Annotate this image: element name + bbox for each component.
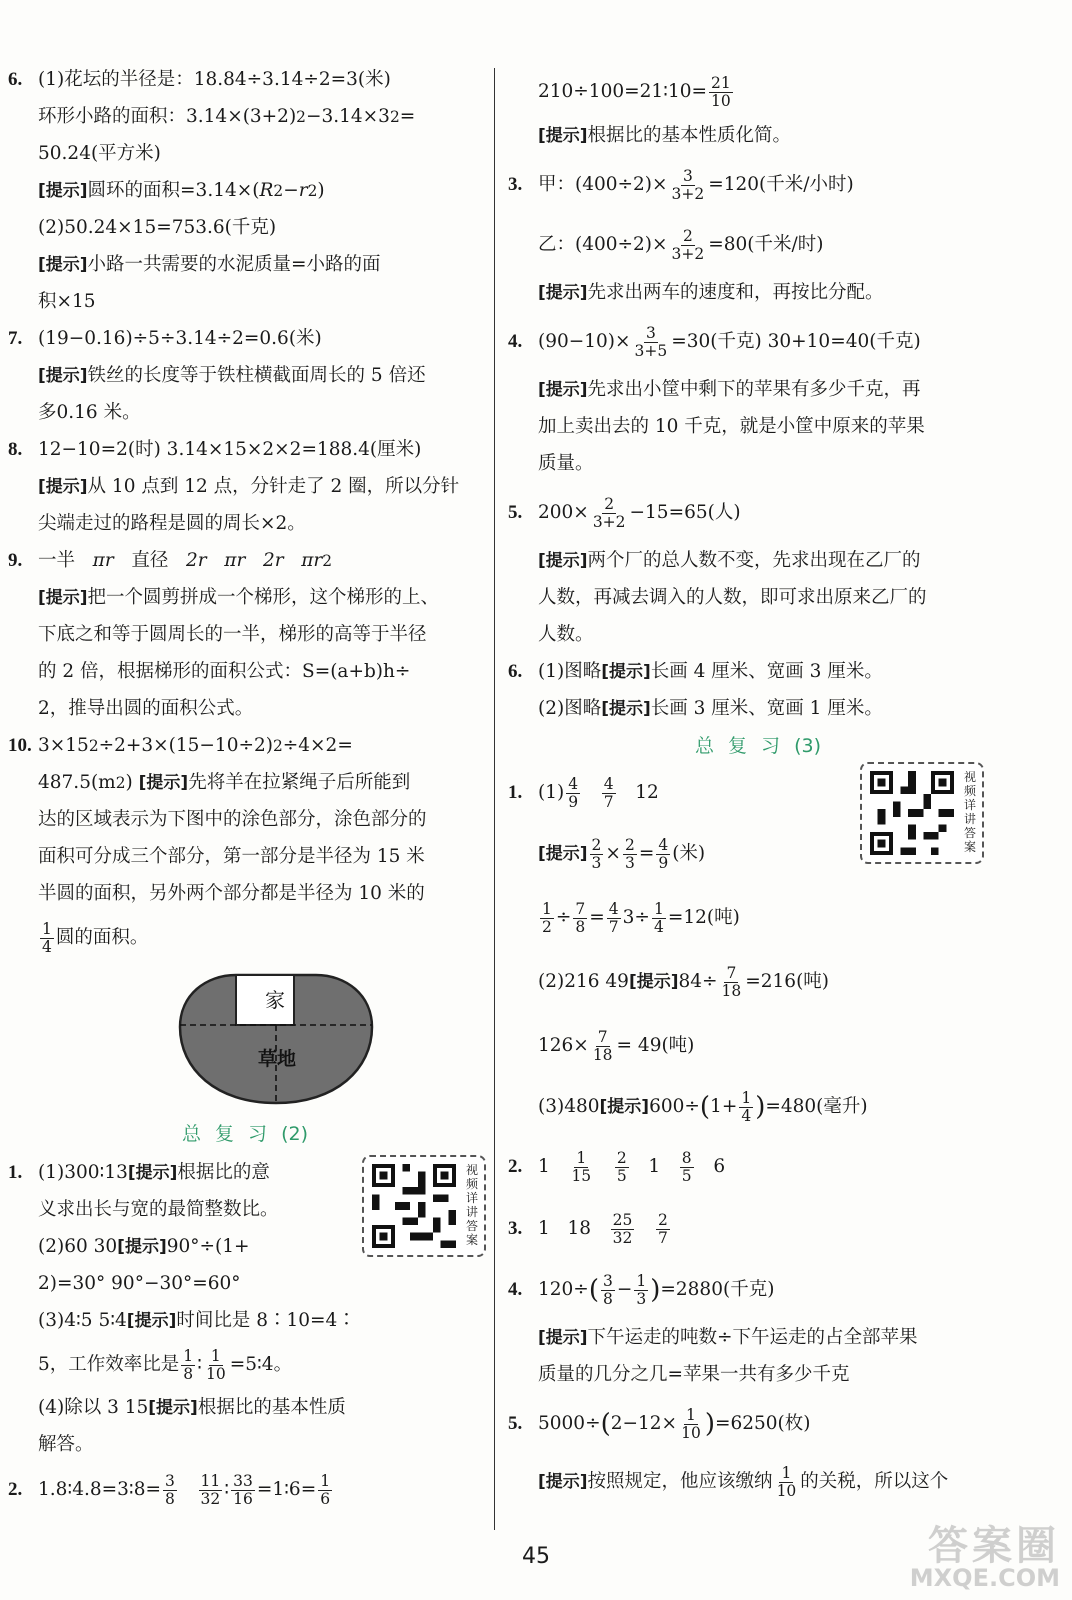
answer-text: −15=65(人) [629, 501, 741, 523]
section-title: 总复习(2) [182, 1123, 308, 1145]
fraction: $\frac{25}{32}$ [612, 1210, 633, 1247]
fraction: $\frac{3}{8}$ [165, 1471, 175, 1508]
fraction: $\frac{4}{7}$ [603, 774, 614, 811]
hint-text: 1+ [710, 1095, 738, 1117]
answer-7 [8, 321, 482, 432]
answer-text: 12−10=2(时) 3.14×15×2×2=188.4(厘米) [38, 439, 422, 461]
exponent: 2 [296, 108, 306, 127]
answer-text: (3)480 [538, 1095, 600, 1117]
question-number: 6. [8, 69, 23, 91]
fraction: $\frac{8}{5}$ [681, 1148, 692, 1185]
fraction: $\frac{3}{3+2}$ [671, 166, 705, 203]
hint-text: 长画 4 厘米、宽画 3 厘米。 [650, 661, 883, 683]
qr-code-icon [868, 771, 956, 855]
hint-text: 600÷ [649, 1095, 700, 1117]
review2-answer-3 [508, 155, 1008, 312]
review3-answer-3 [508, 1198, 1008, 1260]
qr-caption: 视频详讲答案 [963, 770, 976, 854]
hint-tag: [提示] [38, 477, 88, 498]
answer-text: 200× [538, 501, 589, 523]
answer-text: (1) [538, 781, 565, 803]
answer-text: =30(千克) 30+10=40(千克) [671, 330, 921, 352]
question-number: 5. [508, 1412, 523, 1434]
blank-answer: πr [301, 550, 323, 572]
right-column [508, 66, 1008, 1510]
blank-answer: πr [92, 550, 114, 572]
answer-text: (2)50.24×15=753.6(千克) [38, 217, 277, 239]
hint-text: 下底之和等于圆周长的一半，梯形的高等于半径 [38, 624, 427, 646]
answer-text: 1 [648, 1155, 661, 1177]
hint-text: 根据比的基本性质 [197, 1397, 346, 1419]
hint-text: × [605, 842, 621, 864]
fraction: $\frac{1}{8}$ [183, 1346, 194, 1383]
exponent: 2 [307, 182, 318, 201]
question-number: 2. [508, 1155, 523, 1177]
answer-text: ÷2+3×(15−10÷2) [98, 735, 273, 757]
question-number: 1. [8, 1162, 23, 1184]
blank-answer: 一半 [38, 550, 76, 572]
question-number: 2. [8, 1478, 23, 1500]
answer-text: 1 [538, 1217, 550, 1239]
hint-text: 小路一共需要的水泥质量=小路的面 [87, 254, 381, 276]
watermark [909, 1523, 1060, 1592]
paren: ) [755, 1092, 766, 1122]
hint-tag: [提示] [148, 1398, 198, 1419]
hint-text: 义求出长与宽的最简整数比。 [38, 1199, 279, 1221]
hint-text: 铁丝的长度等于铁柱横截面周长的 5 倍还 [87, 365, 426, 387]
fraction: $\frac{7}{18}$ [721, 963, 742, 1000]
house-label: 家 [265, 988, 285, 1012]
hint-text: 人数。 [538, 624, 594, 646]
answer-8 [8, 432, 482, 543]
hint-text: 圆环的面积=3.14×( [87, 180, 260, 202]
fraction: $\frac{33}{16}$ [233, 1471, 253, 1508]
hint-tag: [提示] [126, 1311, 177, 1332]
fraction: $\frac{7}{18}$ [592, 1027, 613, 1064]
hint-tag: [提示] [599, 1096, 650, 1117]
hint-text: ÷ [555, 906, 572, 928]
fraction: $\frac{1}{4}$ [653, 899, 664, 936]
question-number: 4. [508, 330, 523, 352]
hint-text: ) [317, 180, 325, 202]
hint-text: 加上卖出去的 10 千克，就是小筐中原来的苹果 [538, 416, 925, 438]
hint-text: 下午运走的吨数÷下午运走的占全部苹果 [587, 1327, 918, 1349]
fraction: $\frac{1}{4}$ [42, 919, 52, 956]
hint-text: 126× [538, 1034, 589, 1056]
fraction: $\frac{1}{10}$ [681, 1405, 701, 1442]
hint-text: 面积可分成三个部分，第一部分是半径为 15 米 [38, 846, 425, 868]
watermark-url: MXQE.COM [909, 1564, 1060, 1592]
answer-text: ) [125, 772, 133, 794]
fraction: $\frac{1}{15}$ [571, 1148, 592, 1185]
exponent: 2 [389, 108, 400, 127]
hint-text: =12(吨) [667, 906, 740, 928]
hint-text: = 49(吨) [616, 1034, 695, 1056]
fraction: $\frac{2}{3+2}$ [671, 226, 705, 263]
hint-text: 根据比的基本性质化简。 [587, 125, 792, 147]
answer-text: 6 [713, 1155, 726, 1177]
hint-text: 90°÷(1+ [166, 1236, 250, 1258]
hint-tag: [提示] [38, 181, 88, 202]
hint-tag: [提示] [117, 1237, 167, 1258]
question-number: 1. [508, 781, 523, 803]
hint-tag: [提示] [538, 551, 588, 572]
watermark-logo-text: 答案圈 [928, 1523, 1060, 1569]
question-number: 10. [8, 735, 32, 757]
hint-text: 2，推导出圆的面积公式。 [38, 698, 254, 720]
left-column [8, 62, 482, 1516]
answer-text: 120÷ [538, 1278, 589, 1300]
answer-text: 50.24(平方米) [38, 143, 161, 165]
hint-text: =480(毫升) [765, 1095, 868, 1117]
answer-text: (1)花坛的半径是：18.84÷3.14÷2=3(米) [38, 69, 391, 91]
fraction: $\frac{1}{4}$ [741, 1088, 752, 1125]
fraction: $\frac{2}{7}$ [658, 1210, 668, 1247]
paren: ( [699, 1092, 711, 1122]
answer-text: (2)216 49 [538, 970, 629, 992]
hint-text: − [283, 180, 299, 202]
answer-text: =6250(枚) [714, 1412, 811, 1434]
blank-answer: πr [224, 550, 246, 572]
hint-tag: [提示] [38, 255, 88, 276]
answer-9 [8, 543, 482, 728]
blank-answer: 直径 [131, 550, 169, 572]
fraction: $\frac{4}{7}$ [608, 899, 619, 936]
review3-answer-5 [508, 1394, 1008, 1510]
fraction: $\frac{2}{3}$ [624, 835, 635, 872]
answer-text: (1)300∶13 [38, 1162, 128, 1184]
answer-text: =2880(千克) [660, 1278, 775, 1300]
grass-label: 草地 [258, 1048, 297, 1070]
hint-text: 先求出两车的速度和，再按比分配。 [587, 282, 884, 304]
review3-answer-4 [508, 1260, 1008, 1394]
blank-answer: 2r [186, 550, 207, 572]
answer-6 [8, 62, 482, 321]
hint-text: 质量。 [538, 453, 594, 475]
answer-text: 1.8∶4.8=3∶8= [38, 1478, 162, 1500]
fraction: $\frac{2}{5}$ [616, 1148, 627, 1185]
exponent: 2 [115, 774, 126, 793]
hint-tag: [提示] [538, 1471, 588, 1492]
hint-text: 先将羊在拉紧绳子后所能到 [188, 772, 411, 794]
hint-tag: [提示] [38, 588, 88, 609]
fraction: $\frac{7}{8}$ [575, 899, 586, 936]
fraction: $\frac{3}{8}$ [602, 1271, 613, 1308]
answer-text: ∶ [224, 1478, 230, 1500]
fraction: $\frac{3}{3+5}$ [634, 323, 668, 360]
answer-text: (2)60 30 [38, 1236, 118, 1258]
section-title: 总复习(3) [695, 735, 821, 757]
answer-text: =80(千米/时) [708, 233, 824, 255]
review2-answer-2 [8, 1464, 482, 1516]
hint-tag: [提示] [601, 662, 651, 683]
hint-text: 两个厂的总人数不变，先求出现在乙厂的 [587, 550, 921, 572]
hint-text: 解答。 [38, 1434, 94, 1456]
exponent: 2 [322, 552, 333, 571]
answer-text: 1 [538, 1155, 550, 1177]
exponent: 2 [88, 737, 99, 756]
hint-tag: [提示] [538, 843, 588, 864]
answer-text: (1)图略 [538, 661, 602, 683]
hint-text: 半圆的面积，另外两个部分都是半径为 10 米的 [38, 883, 425, 905]
hint-tag: [提示] [538, 1328, 588, 1349]
answer-text: 18 [567, 1217, 591, 1239]
paren: ( [588, 1275, 599, 1305]
fraction: $\frac{2}{3+2}$ [592, 494, 626, 531]
hint-text: 的 2 倍，根据梯形的面积公式：S=(a+b)h÷ [38, 661, 411, 683]
question-number: 7. [8, 328, 23, 350]
hint-text: 按照规定，他应该缴纳 [587, 1470, 773, 1492]
answer-text: − [616, 1278, 633, 1300]
qr-code-icon [370, 1164, 458, 1248]
hint-tag: [提示] [628, 971, 679, 992]
answer-text: 环形小路的面积：3.14×(3+2) [38, 106, 297, 128]
hint-text: 长画 3 厘米、宽画 1 厘米。 [650, 698, 883, 720]
hint-text: 2)=30° 90°−30°=60° [38, 1273, 241, 1295]
paren: ( [600, 1409, 611, 1439]
fraction: $\frac{11}{32}$ [200, 1471, 221, 1508]
answer-text: 5000÷ [538, 1412, 601, 1434]
hint-tag: [提示] [138, 773, 189, 794]
review3-answer-2 [508, 1136, 1008, 1198]
answer-text: 487.5(m [38, 772, 116, 794]
variable: r [298, 180, 308, 202]
answer-text: 甲：(400÷2)× [538, 173, 668, 195]
hint-text: =216(吨) [745, 970, 830, 992]
answer-text: 210÷100=21∶10= [538, 80, 708, 102]
exponent: 2 [272, 737, 283, 756]
answer-text: −3.14×3 [305, 106, 390, 128]
hint-text: 根据比的意 [177, 1162, 270, 1184]
review2-answer-2-continued [508, 66, 1008, 155]
hint-text: 5，工作效率比是 [38, 1353, 180, 1375]
variable: R [259, 180, 274, 202]
answer-text: (4)除以 3 15 [38, 1397, 149, 1419]
answer-text: 2−12× [610, 1412, 678, 1434]
review2-answer-4 [508, 312, 1008, 483]
answer-text: (90−10)× [538, 330, 631, 352]
fraction: $\frac{1}{6}$ [320, 1471, 331, 1508]
hint-text: 尖端走过的路程是圆的周长×2。 [38, 513, 306, 535]
sheep-area-diagram [176, 965, 376, 1110]
qr-code[interactable] [362, 1155, 486, 1257]
hint-tag: [提示] [127, 1163, 178, 1184]
hint-tag: [提示] [601, 699, 651, 720]
answer-text: ÷4×2= [282, 735, 353, 757]
hint-text: 84÷ [678, 970, 718, 992]
hint-text: 先求出小筐中剩下的苹果有多少千克，再 [587, 379, 921, 401]
fraction: $\frac{21}{10}$ [711, 73, 731, 110]
qr-code[interactable] [860, 762, 984, 864]
hint-text: 人数，再减去调入的人数，即可求出原来乙厂的 [538, 587, 927, 609]
qr-caption: 视频详讲答案 [465, 1163, 478, 1247]
fraction: $\frac{4}{9}$ [658, 835, 669, 872]
answer-text: (2)图略 [538, 698, 602, 720]
blank-answer: 2r [262, 550, 284, 572]
page-number: 45 [522, 1544, 550, 1569]
question-number: 6. [508, 661, 523, 683]
fraction: $\frac{4}{9}$ [568, 774, 579, 811]
hint-text: 3÷ [622, 906, 650, 928]
fraction: $\frac{2}{3}$ [591, 835, 602, 872]
fraction: $\frac{1}{3}$ [636, 1271, 647, 1308]
review3-answer-1 [508, 764, 1008, 1136]
paren: ) [704, 1409, 715, 1439]
hint-text: 多0.16 米。 [38, 402, 141, 424]
question-number: 3. [508, 173, 523, 195]
answer-text: =1∶6= [256, 1478, 317, 1500]
answer-text: = [399, 106, 416, 128]
hint-tag: [提示] [538, 283, 588, 304]
hint-text: 的关税，所以这个 [800, 1470, 949, 1492]
hint-text: 圆的面积。 [55, 926, 149, 948]
answer-10 [8, 728, 482, 1113]
hint-text: (米) [672, 842, 706, 864]
review2-answer-5 [508, 483, 1008, 654]
answer-text: (3)4∶5 5∶4 [38, 1310, 127, 1332]
question-number: 4. [508, 1278, 523, 1300]
hint-text: = [589, 906, 605, 928]
hint-tag: [提示] [38, 366, 88, 387]
answer-text: 乙：(400÷2)× [538, 233, 668, 255]
hint-text: = [638, 842, 655, 864]
question-number: 3. [508, 1217, 523, 1239]
answer-text: 3×15 [38, 735, 89, 757]
question-number: 9. [8, 550, 23, 572]
review2-answer-1 [8, 1155, 482, 1464]
hint-tag: [提示] [538, 126, 588, 147]
hint-text: =5∶4。 [229, 1353, 293, 1375]
hint-text: 把一个圆剪拼成一个梯形，这个梯形的上、 [87, 587, 440, 609]
hint-text: 质量的几分之几=苹果一共有多少千克 [538, 1364, 850, 1386]
fraction: $\frac{1}{10}$ [776, 1463, 797, 1500]
hint-text: 积×15 [38, 291, 96, 313]
hint-text: 时间比是 8∶10=4∶ [176, 1310, 356, 1332]
exponent: 2 [273, 182, 284, 201]
question-number: 5. [508, 501, 523, 523]
hint-text: 从 10 点到 12 点，分针走了 2 圈，所以分针 [87, 476, 460, 498]
paren: ) [650, 1275, 661, 1305]
fraction: $\frac{1}{2}$ [542, 899, 552, 936]
review2-answer-6 [508, 654, 1008, 728]
hint-tag: [提示] [538, 380, 588, 401]
fraction: $\frac{1}{10}$ [205, 1346, 226, 1383]
hint-text: ∶ [197, 1353, 202, 1375]
grass-area-figure [8, 963, 482, 1113]
answer-text: =120(千米/小时) [708, 173, 854, 195]
column-divider [494, 68, 495, 1530]
answer-text: (19−0.16)÷5÷3.14÷2=0.6(米) [38, 328, 322, 350]
question-number: 8. [8, 439, 23, 461]
hint-text: 达的区域表示为下图中的涂色部分，涂色部分的 [38, 809, 427, 831]
answer-text: 12 [635, 781, 659, 803]
